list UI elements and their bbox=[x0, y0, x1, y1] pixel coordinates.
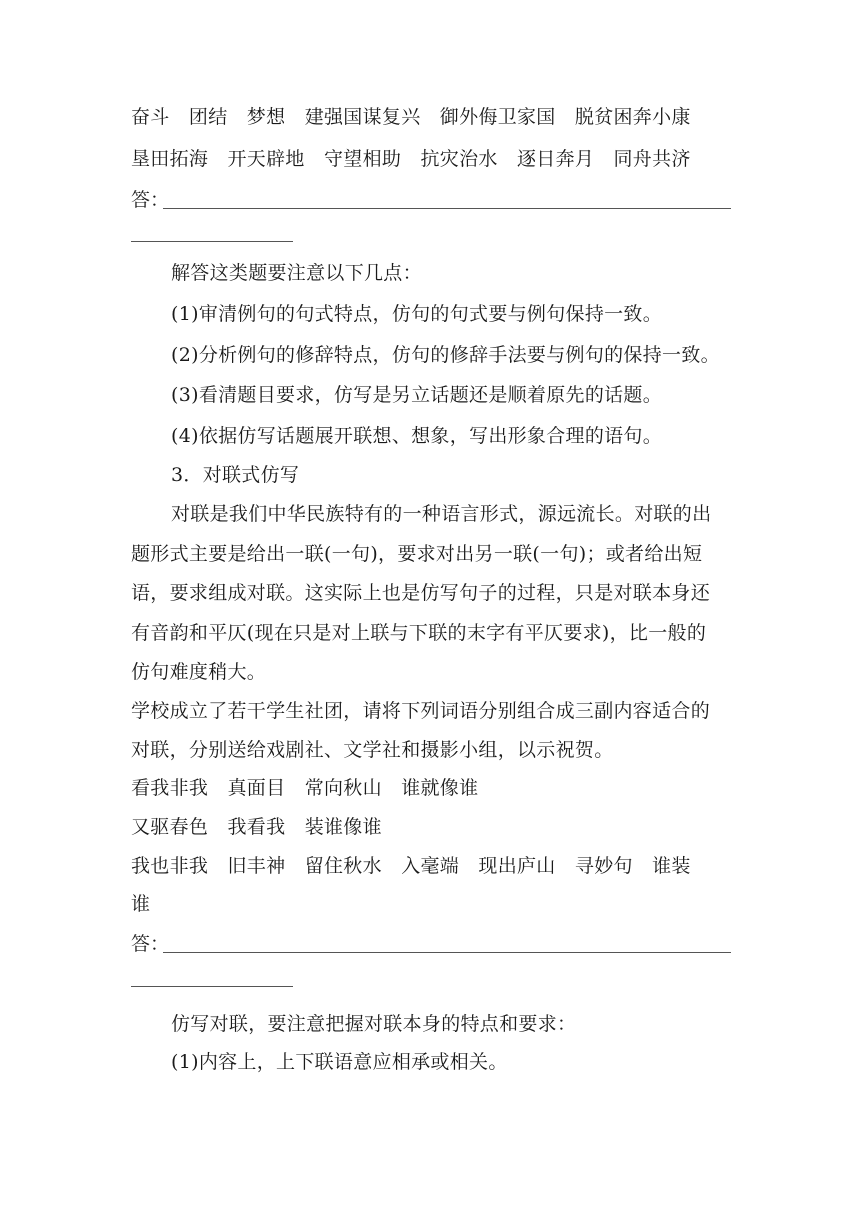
answer-row-1 bbox=[131, 187, 731, 213]
notes-item-1: (1)审清例句的句式特点，仿句的句式要与例句保持一致。 bbox=[171, 303, 663, 325]
section-heading: 3．对联式仿写 bbox=[171, 464, 300, 486]
notes-item-2: (2)分析例句的修辞特点，仿句的修辞手法要与例句的保持一致。 bbox=[171, 344, 720, 366]
answer-label: 答： bbox=[131, 933, 170, 955]
answer-blank-line-continuation[interactable] bbox=[131, 241, 293, 242]
couplet-words-line-3: 我也非我 旧丰神 留住秋水 入毫端 现出庐山 寻妙句 谁装 bbox=[131, 855, 691, 877]
notes2-item-1: (1)内容上，上下联语意应相承或相关。 bbox=[171, 1051, 508, 1073]
paragraph-line-4: 有音韵和平仄(现在只是对上联与下联的末字有平仄要求)，比一般的 bbox=[131, 622, 707, 644]
answer-row-2 bbox=[131, 931, 731, 957]
answer-blank-line[interactable] bbox=[163, 952, 731, 953]
question-line-1: 学校成立了若干学生社团，请将下列词语分别组合成三副内容适合的 bbox=[131, 700, 711, 722]
paragraph-line-1: 对联是我们中华民族特有的一种语言形式，源远流长。对联的出 bbox=[171, 503, 712, 525]
word-list-line-1: 奋斗 团结 梦想 建强国谋复兴 御外侮卫家国 脱贫困奔小康 bbox=[131, 106, 691, 128]
notes2-intro: 仿写对联，要注意把握对联本身的特点和要求： bbox=[171, 1013, 577, 1035]
paragraph-line-3: 语，要求组成对联。这实际上也是仿写句子的过程，只是对联本身还 bbox=[131, 582, 711, 604]
notes-item-4: (4)依据仿写话题展开联想、想象，写出形象合理的语句。 bbox=[171, 425, 663, 447]
couplet-words-line-1: 看我非我 真面目 常向秋山 谁就像谁 bbox=[131, 777, 479, 799]
answer-blank-line-continuation[interactable] bbox=[131, 986, 293, 987]
answer-label: 答： bbox=[131, 189, 170, 211]
paragraph-line-2: 题形式主要是给出一联(一句)，要求对出另一联(一句)；或者给出短 bbox=[131, 543, 703, 565]
notes-intro: 解答这类题要注意以下几点： bbox=[171, 262, 422, 284]
question-line-2: 对联，分别送给戏剧社、文学社和摄影小组，以示祝贺。 bbox=[131, 739, 614, 761]
couplet-words-line-2: 又驱春色 我看我 装谁像谁 bbox=[131, 816, 382, 838]
paragraph-line-5: 仿句难度稍大。 bbox=[131, 661, 267, 683]
notes-item-3: (3)看清题目要求，仿写是另立话题还是顺着原先的话题。 bbox=[171, 384, 663, 406]
word-list-line-2: 垦田拓海 开天辟地 守望相助 抗灾治水 逐日奔月 同舟共济 bbox=[131, 148, 691, 170]
couplet-words-line-4: 谁 bbox=[131, 893, 151, 915]
answer-blank-line[interactable] bbox=[163, 208, 731, 209]
